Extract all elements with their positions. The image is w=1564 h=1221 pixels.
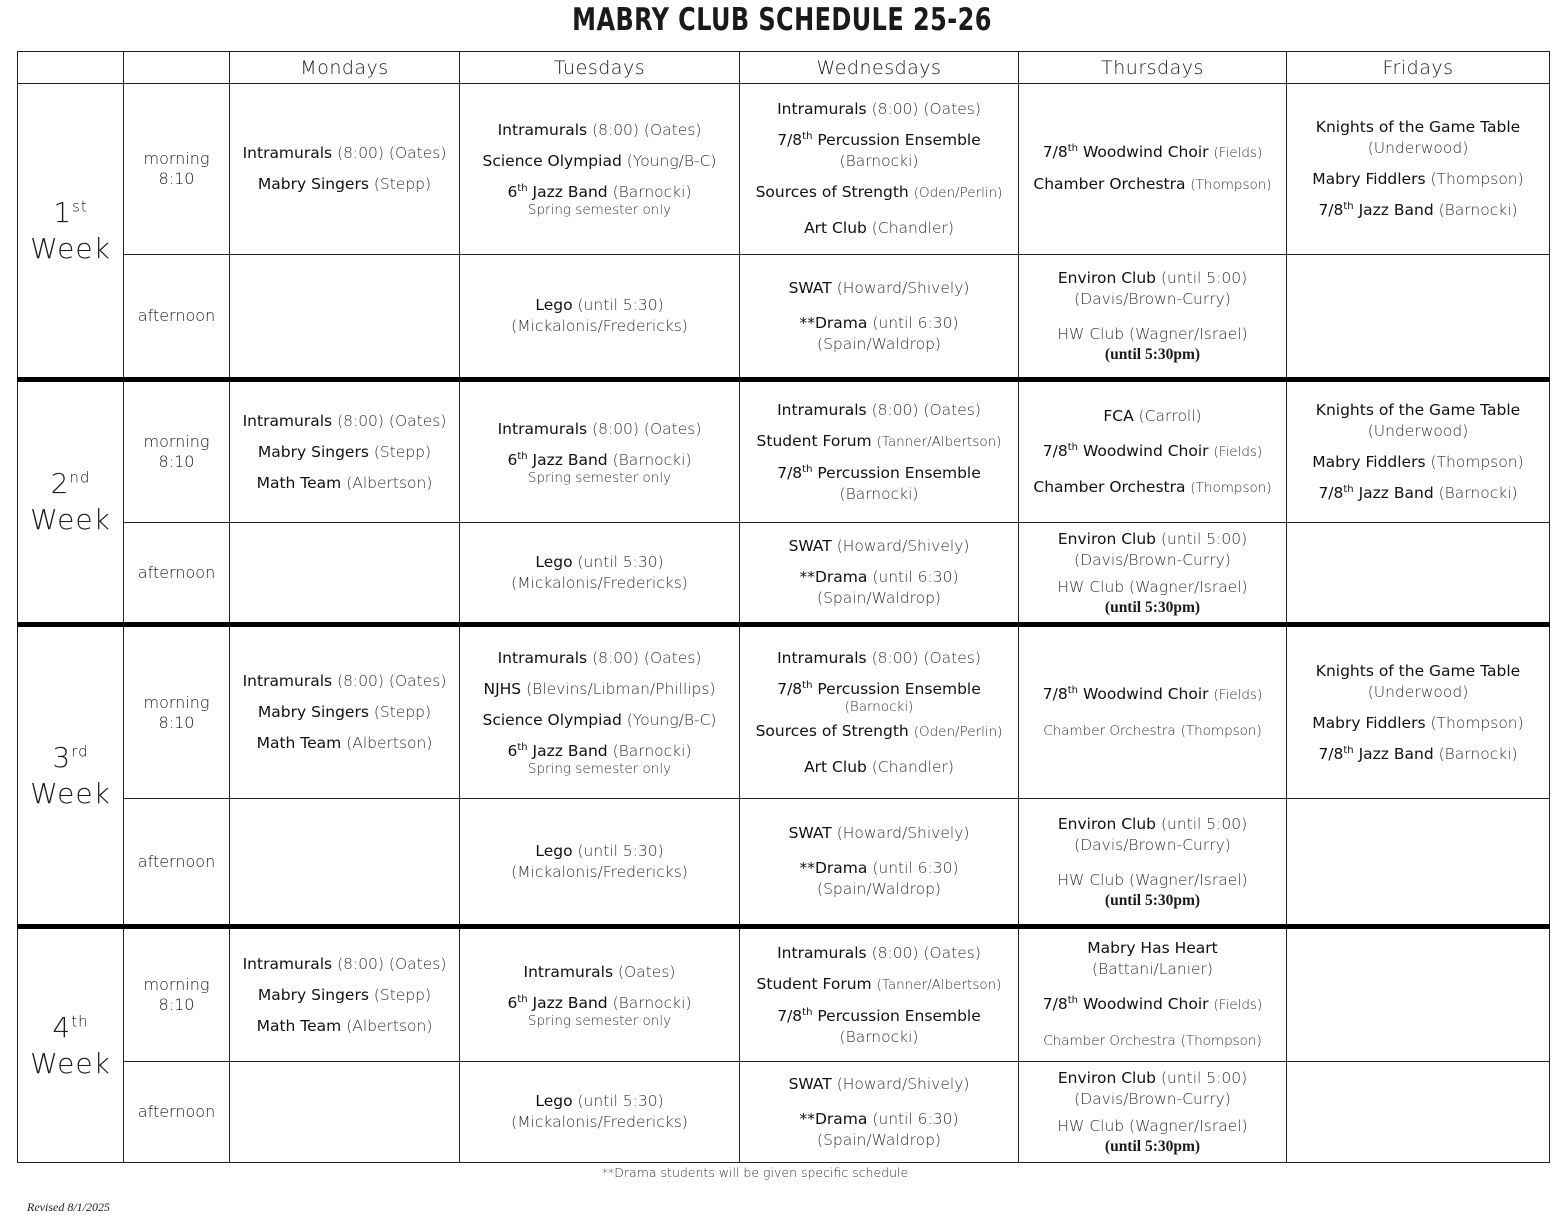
header-corner-week xyxy=(18,52,124,84)
club-drama: **Drama (until 6:30) xyxy=(799,313,959,332)
w2-tue-afternoon xyxy=(460,523,740,625)
header-friday: Fridays xyxy=(1287,52,1550,84)
slot-morning: morning 8:10 xyxy=(124,625,230,799)
club-mabry-singers: Mabry Singers (Stepp) xyxy=(257,703,432,721)
week1-afternoon-row xyxy=(18,255,1550,380)
club-intramurals: Intramurals (8:00) (Oates) xyxy=(497,419,702,438)
hw-until: (until 5:30pm) xyxy=(1104,346,1201,363)
slot-morning: morning 8:10 xyxy=(124,84,230,255)
week3-label: 3rd Week xyxy=(18,625,124,927)
club-lego-advisor: (Mickalonis/Fredericks) xyxy=(511,1113,688,1131)
club-swat: SWAT (Howard/Shively) xyxy=(788,824,970,842)
club-jazz-band-6: 6th Jazz Band (Barnocki) xyxy=(507,741,692,760)
note-spring: Spring semester only xyxy=(527,469,672,486)
club-intramurals: Intramurals (8:00) (Oates) xyxy=(242,144,447,162)
w4-thu-morning xyxy=(1019,927,1287,1062)
week4-label: 4th Week xyxy=(18,927,124,1163)
w3-mon-morning xyxy=(230,625,460,799)
club-woodwind: 7/8th Woodwind Choir (Fields) xyxy=(1042,142,1263,161)
club-math-team: Math Team (Albertson) xyxy=(256,473,433,492)
week1-morning-row xyxy=(18,84,1550,255)
w2-thu-morning xyxy=(1019,380,1287,523)
club-intramurals: Intramurals (8:00) (Oates) xyxy=(777,648,981,667)
club-environ: Environ Club (until 5:00) xyxy=(1057,1069,1248,1087)
club-jazz-band-6: 6th Jazz Band (Barnocki) xyxy=(507,182,692,201)
header-corner-slot xyxy=(124,52,230,84)
club-environ-advisor: (Davis/Brown-Curry) xyxy=(1074,835,1231,854)
club-knights-advisor: (Underwood) xyxy=(1367,422,1469,440)
w3-wed-afternoon xyxy=(740,799,1019,927)
drama-footnote: **Drama students will be given specific schedule xyxy=(601,1165,909,1180)
club-intramurals: Intramurals (8:00) (Oates) xyxy=(497,649,702,667)
slot-morning: morning 8:10 xyxy=(124,927,230,1062)
club-environ-advisor: (Davis/Brown-Curry) xyxy=(1074,1090,1231,1108)
club-percussion: 7/8th Percussion Ensemble xyxy=(777,130,981,149)
w3-thu-morning xyxy=(1019,625,1287,799)
club-drama: **Drama (until 6:30) xyxy=(799,859,959,877)
club-drama-advisor: (Spain/Waldrop) xyxy=(817,589,941,607)
week3-morning-row xyxy=(18,625,1550,799)
w3-tue-morning xyxy=(460,625,740,799)
header-row xyxy=(18,52,1550,84)
w4-wed-afternoon xyxy=(740,1062,1019,1163)
hw-until: (until 5:30pm) xyxy=(1104,891,1201,909)
club-intramurals: Intramurals (8:00) (Oates) xyxy=(497,121,702,139)
club-drama: **Drama (until 6:30) xyxy=(799,568,959,586)
club-jazz-band-78: 7/8th Jazz Band (Barnocki) xyxy=(1318,744,1518,763)
slot-afternoon: afternoon xyxy=(124,1062,230,1163)
w1-fri-morning xyxy=(1287,84,1550,255)
club-jazz-band-6: 6th Jazz Band (Barnocki) xyxy=(507,993,692,1012)
club-science-olympiad: Science Olympiad (Young/B-C) xyxy=(482,711,717,729)
club-math-team: Math Team (Albertson) xyxy=(256,1016,433,1035)
schedule-table xyxy=(17,51,1550,1163)
club-knights: Knights of the Game Table xyxy=(1315,401,1521,419)
w3-wed-morning xyxy=(740,625,1019,799)
w1-fri-afternoon xyxy=(1287,255,1550,380)
club-lego: Lego (until 5:30) xyxy=(535,296,664,314)
note-spring: Spring semester only xyxy=(527,761,672,777)
w1-tue-afternoon xyxy=(460,255,740,380)
club-drama-advisor: (Spain/Waldrop) xyxy=(817,880,941,898)
club-fiddlers: Mabry Fiddlers (Thompson) xyxy=(1312,170,1524,188)
club-jazz-band-78: 7/8th Jazz Band (Barnocki) xyxy=(1318,200,1518,219)
club-intramurals: Intramurals (8:00) (Oates) xyxy=(777,400,981,419)
club-environ-advisor: (Davis/Brown-Curry) xyxy=(1074,290,1231,308)
club-intramurals: Intramurals (8:00) (Oates) xyxy=(242,954,447,973)
header-monday: Mondays xyxy=(230,52,460,84)
header-thursday: Thursdays xyxy=(1019,52,1287,84)
club-fiddlers: Mabry Fiddlers (Thompson) xyxy=(1312,453,1524,471)
club-mabry-singers: Mabry Singers (Stepp) xyxy=(257,442,432,461)
w3-thu-afternoon xyxy=(1019,799,1287,927)
w4-fri-morning xyxy=(1287,927,1550,1062)
club-fca: FCA (Carroll) xyxy=(1103,406,1202,425)
club-woodwind: 7/8th Woodwind Choir (Fields) xyxy=(1042,441,1263,460)
club-swat: SWAT (Howard/Shively) xyxy=(788,1074,970,1093)
club-chamber: Chamber Orchestra (Thompson) xyxy=(1043,722,1262,739)
club-knights: Knights of the Game Table xyxy=(1315,118,1521,136)
w4-fri-afternoon xyxy=(1287,1062,1550,1163)
club-lego-advisor: (Mickalonis/Fredericks) xyxy=(511,317,688,335)
club-science-olympiad: Science Olympiad (Young/B-C) xyxy=(482,152,717,170)
club-lego-advisor: (Mickalonis/Fredericks) xyxy=(511,862,688,881)
week2-morning-row xyxy=(18,380,1550,523)
club-drama-advisor: (Spain/Waldrop) xyxy=(817,334,941,353)
club-chamber: Chamber Orchestra (Thompson) xyxy=(1033,477,1272,496)
club-intramurals: Intramurals (8:00) (Oates) xyxy=(242,672,447,690)
club-environ: Environ Club (until 5:00) xyxy=(1057,269,1248,287)
club-sources: Sources of Strength (Oden/Perlin) xyxy=(755,183,1003,201)
club-environ: Environ Club (until 5:00) xyxy=(1057,529,1248,548)
w2-fri-morning xyxy=(1287,380,1550,523)
slot-afternoon: afternoon xyxy=(124,255,230,380)
w4-tue-morning xyxy=(460,927,740,1062)
club-percussion-advisor: (Barnocki) xyxy=(839,152,919,170)
week4-afternoon-row xyxy=(18,1062,1550,1163)
club-hw: HW Club (Wagner/Israel) xyxy=(1057,870,1248,889)
club-knights-advisor: (Underwood) xyxy=(1367,139,1469,157)
club-intramurals: Intramurals (Oates) xyxy=(523,962,676,981)
week3-afternoon-row xyxy=(18,799,1550,927)
club-woodwind: 7/8th Woodwind Choir (Fields) xyxy=(1042,684,1263,703)
club-jazz-band-78: 7/8th Jazz Band (Barnocki) xyxy=(1318,483,1518,502)
revised-date: Revised 8/1/2025 xyxy=(27,1200,110,1214)
club-drama: **Drama (until 6:30) xyxy=(799,1109,959,1128)
w2-fri-afternoon xyxy=(1287,523,1550,625)
w1-wed-morning xyxy=(740,84,1019,255)
club-percussion-advisor: (Barnocki) xyxy=(844,698,914,715)
club-mabry-singers: Mabry Singers (Stepp) xyxy=(257,175,432,193)
club-sources: Sources of Strength (Oden/Perlin) xyxy=(755,721,1003,740)
w2-wed-afternoon xyxy=(740,523,1019,625)
club-student-forum: Student Forum (Tanner/Albertson) xyxy=(756,431,1002,450)
club-lego: Lego (until 5:30) xyxy=(535,1092,664,1110)
club-art: Art Club (Chandler) xyxy=(804,219,954,237)
club-njhs: NJHS (Blevins/Libman/Phillips) xyxy=(483,680,716,698)
w1-thu-morning xyxy=(1019,84,1287,255)
page-title: MABRY CLUB SCHEDULE 25-26 xyxy=(572,2,992,38)
w3-mon-afternoon xyxy=(230,799,460,927)
w4-thu-afternoon xyxy=(1019,1062,1287,1163)
week2-label: 2nd Week xyxy=(18,380,124,625)
w2-thu-afternoon xyxy=(1019,523,1287,625)
hw-until: (until 5:30pm) xyxy=(1104,1138,1201,1155)
header-wednesday: Wednesdays xyxy=(740,52,1019,84)
club-hw: HW Club (Wagner/Israel) xyxy=(1057,325,1248,343)
club-art: Art Club (Chandler) xyxy=(804,757,954,776)
club-woodwind: 7/8th Woodwind Choir (Fields) xyxy=(1042,994,1263,1013)
w2-mon-morning xyxy=(230,380,460,523)
club-student-forum: Student Forum (Tanner/Albertson) xyxy=(756,974,1002,993)
club-percussion-advisor: (Barnocki) xyxy=(839,1027,919,1046)
club-heart: Mabry Has Heart xyxy=(1087,939,1218,957)
club-lego: Lego (until 5:30) xyxy=(535,841,664,860)
hw-until: (until 5:30pm) xyxy=(1104,598,1201,616)
w1-mon-morning xyxy=(230,84,460,255)
club-percussion: 7/8th Percussion Ensemble xyxy=(777,679,981,698)
note-spring: Spring semester only xyxy=(527,202,672,218)
club-environ-advisor: (Davis/Brown-Curry) xyxy=(1074,550,1231,569)
w4-mon-afternoon xyxy=(230,1062,460,1163)
club-knights: Knights of the Game Table xyxy=(1315,661,1521,680)
week1-label: 1st Week xyxy=(18,84,124,380)
w3-tue-afternoon xyxy=(460,799,740,927)
w1-tue-morning xyxy=(460,84,740,255)
club-intramurals: Intramurals (8:00) (Oates) xyxy=(777,943,981,962)
club-lego: Lego (until 5:30) xyxy=(535,552,664,571)
w2-mon-afternoon xyxy=(230,523,460,625)
club-percussion: 7/8th Percussion Ensemble xyxy=(777,1006,981,1025)
club-percussion: 7/8th Percussion Ensemble xyxy=(777,463,981,482)
w1-mon-afternoon xyxy=(230,255,460,380)
club-chamber: Chamber Orchestra (Thompson) xyxy=(1033,175,1272,193)
note-spring: Spring semester only xyxy=(527,1012,672,1029)
club-hw: HW Club (Wagner/Israel) xyxy=(1057,1117,1248,1135)
club-intramurals: Intramurals (8:00) (Oates) xyxy=(777,100,981,118)
club-chamber: Chamber Orchestra (Thompson) xyxy=(1043,1033,1262,1049)
club-math-team: Math Team (Albertson) xyxy=(256,734,433,752)
club-environ: Environ Club (until 5:00) xyxy=(1057,814,1248,833)
club-fiddlers: Mabry Fiddlers (Thompson) xyxy=(1312,713,1524,732)
w4-mon-morning xyxy=(230,927,460,1062)
slot-morning: morning 8:10 xyxy=(124,380,230,523)
week4-morning-row xyxy=(18,927,1550,1062)
header-tuesday: Tuesdays xyxy=(460,52,740,84)
club-percussion-advisor: (Barnocki) xyxy=(839,484,919,503)
club-hw: HW Club (Wagner/Israel) xyxy=(1057,577,1248,596)
club-intramurals: Intramurals (8:00) (Oates) xyxy=(242,411,447,430)
club-mabry-singers: Mabry Singers (Stepp) xyxy=(257,985,432,1004)
w2-wed-morning xyxy=(740,380,1019,523)
w1-wed-afternoon xyxy=(740,255,1019,380)
slot-afternoon: afternoon xyxy=(124,799,230,927)
club-swat: SWAT (Howard/Shively) xyxy=(788,537,970,555)
w2-tue-morning xyxy=(460,380,740,523)
week2-afternoon-row xyxy=(18,523,1550,625)
slot-afternoon: afternoon xyxy=(124,523,230,625)
w4-tue-afternoon xyxy=(460,1062,740,1163)
club-drama-advisor: (Spain/Waldrop) xyxy=(817,1130,941,1149)
club-heart-advisor: (Battani/Lanier) xyxy=(1092,960,1213,978)
w3-fri-morning xyxy=(1287,625,1550,799)
w4-wed-morning xyxy=(740,927,1019,1062)
club-lego-advisor: (Mickalonis/Fredericks) xyxy=(511,573,688,592)
club-jazz-band-6: 6th Jazz Band (Barnocki) xyxy=(507,450,692,469)
club-swat: SWAT (Howard/Shively) xyxy=(788,278,970,297)
w1-thu-afternoon xyxy=(1019,255,1287,380)
w3-fri-afternoon xyxy=(1287,799,1550,927)
club-knights-advisor: (Underwood) xyxy=(1367,682,1469,701)
